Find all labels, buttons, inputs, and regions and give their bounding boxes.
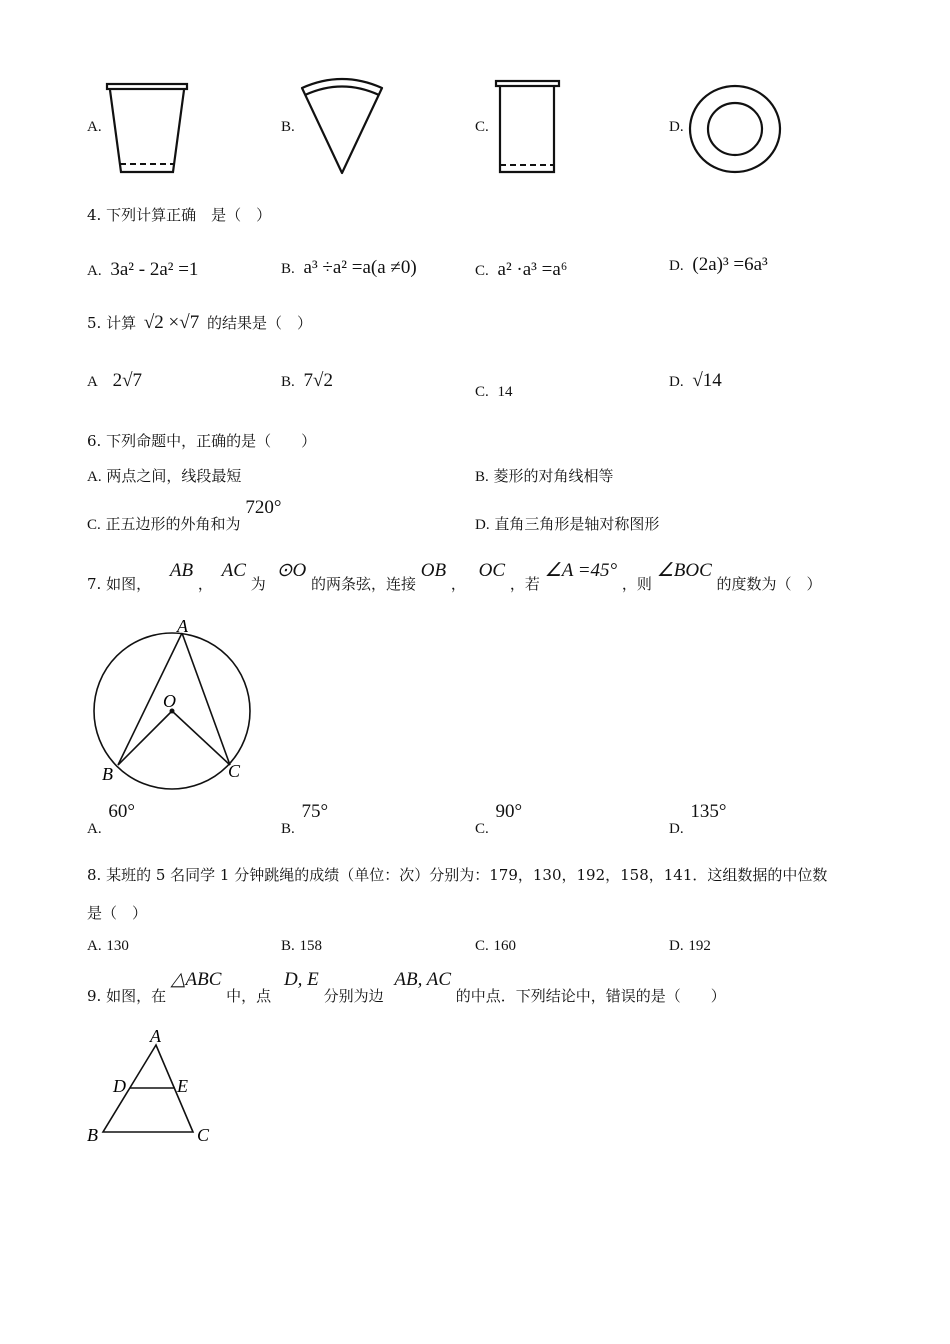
q5-stem-suffix: 的结果是（ ） [206, 314, 312, 332]
q6-option-c [87, 497, 282, 533]
q8-option-c-label: C. [475, 938, 489, 954]
q7-stem-ac: AC [221, 560, 246, 581]
q6-option-a-label: A. [87, 469, 102, 485]
q4-option-b-expr: a³ ÷a² =a(a ≠0) [303, 257, 417, 278]
q7-segment-oc [172, 711, 230, 765]
q9-stem-ab-ac: AB, AC [394, 969, 452, 990]
q4-option-a [87, 259, 198, 281]
q6-option-d [475, 513, 659, 534]
q6-option-a [87, 465, 241, 486]
q7-stem-angle-a: ∠A =45° [544, 560, 618, 581]
q7-option-b-expr: 75° [301, 801, 329, 822]
q3-option-d-label: D. [669, 119, 684, 135]
q8-stem-line1: 8. 某班的 5 名同学 1 分钟跳绳的成绩（单位：次）分别为：179，130，192，158，141．这组数据的中位数 [87, 866, 828, 884]
q8-stem-line2: 是（ ） [87, 904, 148, 922]
q7-option-a-label: A. [87, 821, 102, 837]
q8-option-a-label: A. [87, 938, 102, 954]
q7-label-b: B [102, 764, 113, 784]
q7-option-d [669, 801, 727, 837]
q5-option-b-label: B. [281, 374, 295, 390]
q7-stem-p2: 为 [250, 575, 266, 593]
q9-stem-de: D, E [283, 969, 319, 990]
q5-stem-prefix: 5. 计算 [87, 314, 137, 332]
q9-label-b: B [87, 1125, 98, 1145]
q6-option-b-text: 菱形的对角线相等 [493, 467, 614, 485]
q6-stem: 6. 下列命题中，正确的是（ ） [87, 432, 317, 450]
q9-figure [85, 1025, 225, 1150]
q9-stem-triangle: △ABC [170, 969, 222, 990]
q8-option-c [475, 936, 516, 955]
q5-option-a [87, 370, 142, 392]
q5-option-d-label: D. [669, 374, 684, 390]
q7-stem-p4: ，若 [509, 575, 540, 593]
q9-stem-p2: 中，点 [226, 987, 272, 1005]
q4-option-b-label: B. [281, 261, 295, 277]
q7-figure [90, 615, 260, 795]
q5-stem [87, 312, 312, 334]
q7-label-a: A [177, 616, 188, 636]
q6-option-c-expr: 720° [245, 497, 282, 518]
q5-stem-expr: √2 ×√7 [143, 312, 200, 333]
q6-option-b [475, 465, 614, 486]
q7-stem-p3: 的两条弦，连接 [310, 575, 416, 593]
q7-stem-p6: 的度数为（ ） [716, 575, 822, 593]
q9-stem-p3: 分别为边 [323, 987, 384, 1005]
q8-option-a [87, 936, 129, 955]
q3-option-b-label: B. [281, 119, 295, 135]
q5-option-d-expr: √14 [692, 370, 722, 391]
q5-option-c-label: C. [475, 384, 489, 400]
q3-option-c-figure [494, 79, 562, 177]
q7-option-c-label: C. [475, 821, 489, 837]
q8-option-a-text: 130 [106, 938, 129, 954]
q7-stem-circle-o: ⊙O [276, 560, 307, 581]
q7-stem-ab: AB [169, 560, 194, 581]
q5-option-a-expr: 2√7 [112, 370, 143, 391]
q6-option-d-label: D. [475, 517, 490, 533]
q7-stem-angle-boc: ∠BOC [656, 560, 712, 581]
q4-stem: 4. 下列计算正确 是（ ） [87, 206, 272, 224]
q9-stem-p1: 9. 如图，在 [87, 987, 167, 1005]
q4-option-d [669, 254, 768, 276]
q3-option-b-figure [300, 78, 386, 176]
q9-label-c: C [197, 1125, 210, 1145]
q7-segment-ob [118, 711, 172, 765]
q4-option-a-label: A. [87, 263, 102, 279]
q7-option-c-expr: 90° [495, 801, 523, 822]
q7-stem-ob: OB [420, 560, 447, 581]
q6-option-a-text: 两点之间，线段最短 [106, 467, 242, 485]
q7-option-a-expr: 60° [108, 801, 135, 822]
q3-option-c-label: C. [475, 119, 489, 135]
q7-option-b [281, 801, 329, 837]
q5-option-b [281, 370, 333, 392]
q8-option-d [669, 936, 711, 955]
q5-option-c-expr: 14 [497, 384, 513, 400]
q3-option-a-label: A. [87, 119, 102, 135]
q4-option-d-expr: (2a)³ =6a³ [692, 254, 768, 275]
q5-option-a-label: A [87, 374, 98, 390]
q7-stem-p5: ，则 [621, 575, 652, 593]
q7-stem [87, 559, 822, 593]
q9-label-e: E [177, 1076, 188, 1096]
q7-option-c [475, 801, 523, 837]
q4-option-b [281, 257, 417, 279]
q9-label-d: D [113, 1076, 126, 1096]
q5-option-b-expr: 7√2 [303, 370, 333, 391]
q7-label-o: O [163, 691, 176, 711]
q4-option-c-label: C. [475, 263, 489, 279]
q4-option-c-expr: a² ·a³ =a⁶ [497, 259, 568, 280]
q3-option-a-figure [105, 82, 189, 176]
q4-option-d-label: D. [669, 258, 684, 274]
q7-option-b-label: B. [281, 821, 295, 837]
q7-option-a [87, 801, 135, 837]
q7-label-c: C [228, 761, 241, 781]
q4-option-a-expr: 3a² - 2a² =1 [110, 259, 199, 280]
q7-stem-oc: OC [478, 560, 506, 581]
q9-stem-p4: 的中点．下列结论中，错误的是（ ） [455, 987, 726, 1005]
q6-option-c-label: C. [87, 517, 101, 533]
q5-option-c [475, 382, 513, 401]
q6-option-d-text: 直角三角形是轴对称图形 [494, 515, 660, 533]
q7-stem-comma1: ， [197, 575, 213, 593]
q8-option-b-label: B. [281, 938, 295, 954]
q9-stem [87, 968, 726, 1005]
q8-option-c-text: 160 [493, 938, 517, 954]
q7-stem-p1: 7. 如图， [87, 575, 152, 593]
q8-option-d-label: D. [669, 938, 684, 954]
q8-option-d-text: 192 [688, 938, 711, 954]
q9-label-a: A [150, 1026, 161, 1046]
q6-option-c-text: 正五边形的外角和为 [105, 515, 241, 533]
q5-option-d [669, 370, 722, 392]
q7-option-d-expr: 135° [690, 801, 727, 822]
q6-option-b-label: B. [475, 469, 489, 485]
q4-option-c [475, 259, 567, 281]
q7-stem-comma2: ， [450, 575, 466, 593]
q8-option-b-text: 158 [299, 938, 323, 954]
q3-option-d-figure [688, 84, 782, 176]
q7-option-d-label: D. [669, 821, 684, 837]
q8-option-b [281, 936, 322, 955]
